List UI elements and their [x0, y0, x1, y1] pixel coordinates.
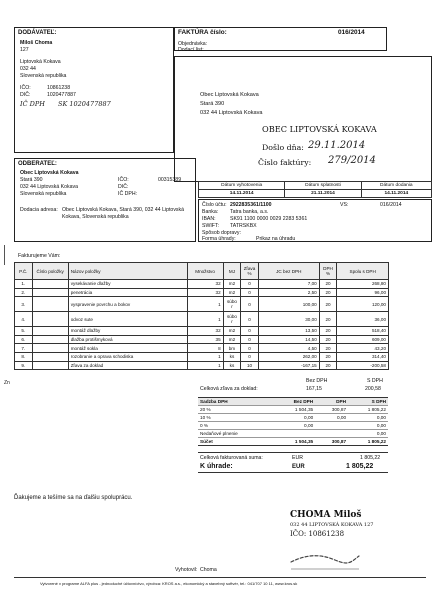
- vat-cell: 10 %: [198, 414, 273, 422]
- col-item-no: Číslo položky: [32, 263, 68, 280]
- item-price: 4,50: [258, 344, 319, 353]
- items-header-row: [15, 263, 389, 280]
- item-vat: 20: [319, 361, 337, 370]
- vat-header-cell: Bez DPH: [273, 398, 315, 406]
- item-vat: 20: [319, 288, 337, 297]
- item-no: [32, 344, 68, 353]
- vs-label: VS:: [340, 202, 349, 208]
- supplier-dic-label: DIČ:: [20, 92, 31, 98]
- item-unit: súbo r: [223, 297, 241, 312]
- item-vat: 20: [319, 352, 337, 361]
- customer-ico-label: IČO:: [118, 177, 129, 183]
- col-qty: Množstvo: [187, 263, 223, 280]
- shipping-label: Spôsob dopravy:: [202, 230, 241, 236]
- item-name: vysekávanie dlažby: [68, 280, 187, 289]
- invoice-title: FAKTÚRA číslo:: [178, 29, 227, 36]
- item-price: 30,00: [258, 312, 319, 327]
- customer-street: Stará 390: [20, 177, 43, 183]
- item-total: 314,40: [337, 352, 389, 361]
- discount-s: 200,58: [365, 386, 381, 392]
- supplier-ico-label: IČO:: [20, 85, 31, 91]
- item-vat: 20: [319, 280, 337, 289]
- item-name: Zľava za doklad: [68, 361, 187, 370]
- item-discount: 0: [241, 288, 259, 297]
- swift-label: SWIFT:: [202, 223, 219, 229]
- issued-by: Choma: [200, 567, 217, 573]
- item-discount: 0: [241, 312, 259, 327]
- footer-text: Vytvorené v programe ALFA plus - jednoduché účtovníctvo, výrobca: KROS a.s., ekonomický a stavebný softvér, tel.: 041/707 10 11, www.kros.sk: [40, 581, 298, 586]
- item-unit: m2: [223, 327, 241, 336]
- item-total: 518,40: [337, 327, 389, 336]
- col-discount: Zľava %: [241, 263, 259, 280]
- item-total: 609,00: [337, 335, 389, 344]
- vat-cell: Súčet: [198, 438, 273, 446]
- supplier-street: Liptovská Kokava: [20, 59, 61, 65]
- vat-cell: 0,00: [315, 414, 348, 422]
- vat-cell: 0 %: [198, 422, 273, 430]
- vat-cell: 0,00: [348, 430, 388, 438]
- customer-dic-label: DIČ:: [118, 184, 129, 190]
- item-no: [32, 312, 68, 327]
- page-mark: Zn: [4, 380, 10, 386]
- vat-cell: 0,00: [348, 414, 388, 422]
- customer-country: Slovenská republika: [20, 191, 67, 197]
- vat-cell: 1 805,22: [348, 438, 388, 446]
- item-qty: 32: [187, 327, 223, 336]
- vat-header-row: [198, 398, 388, 406]
- supplier-ico: 10861238: [47, 85, 71, 91]
- invoiced-total-value: 1 805,22: [360, 455, 381, 461]
- table-row: [15, 297, 389, 312]
- customer-header: ODBERATEĽ:: [18, 161, 57, 167]
- closing-text: Ďakujeme a tešíme sa na ďalšiu spoluprácu.: [14, 495, 133, 501]
- item-total: -200,58: [337, 361, 389, 370]
- table-row: [15, 288, 389, 297]
- col-total: Spolu s DPH: [337, 263, 389, 280]
- vat-row: [198, 414, 388, 422]
- item-pc: 2.: [15, 288, 33, 297]
- item-no: [32, 335, 68, 344]
- discount-bez: 167,15: [306, 386, 322, 392]
- item-price: 100,00: [258, 297, 319, 312]
- supplier-zip: 032 44: [20, 66, 36, 72]
- window-city: 032 44 Liptovská Kokava: [200, 110, 263, 116]
- item-discount: 0: [241, 297, 259, 312]
- vat-header-cell: DPH: [315, 398, 348, 406]
- item-discount: 0: [241, 344, 259, 353]
- item-qty: 8: [187, 344, 223, 353]
- summary-s-label: S DPH: [367, 378, 383, 384]
- stamp-received-value: 29.11.2014: [308, 140, 366, 151]
- item-pc: 1.: [15, 280, 33, 289]
- col-vat: DPH %: [319, 263, 337, 280]
- invoiced-total-currency: EUR: [292, 455, 303, 461]
- vat-row: [198, 422, 388, 430]
- vat-cell: 0,00: [348, 422, 388, 430]
- item-qty: 1: [187, 297, 223, 312]
- item-name: penetrácia: [68, 288, 187, 297]
- supplier-header: DODÁVATEĽ:: [18, 30, 57, 36]
- table-row: [15, 312, 389, 327]
- invoiced-total-label: Celková fakturovaná suma:: [200, 455, 263, 461]
- swift-value: TATRSKBX: [230, 223, 257, 229]
- supplier-icdph-label: IČ DPH: [20, 100, 45, 108]
- item-price: 7,00: [258, 280, 319, 289]
- vat-header-cell: Sadzba DPH: [198, 398, 273, 406]
- customer-icdph-label: IČ DPH:: [118, 191, 138, 197]
- customer-city: 032 44 Liptovská Kokava: [20, 184, 78, 190]
- item-qty: 1: [187, 352, 223, 361]
- bank-value: Tatra banka, a.s.: [230, 209, 269, 215]
- item-no: [32, 361, 68, 370]
- supplier-dic: 1020477887: [47, 92, 76, 98]
- window-name: Obec Liptovská Kokava: [200, 92, 259, 98]
- item-qty: 1: [187, 312, 223, 327]
- vat-row: [198, 430, 388, 438]
- item-unit: ks: [223, 361, 241, 370]
- vat-header-cell: S DPH: [348, 398, 388, 406]
- payment-method: Prikaz na úhradu: [256, 236, 296, 242]
- date-due-header: Dátum splatnosti: [285, 182, 361, 190]
- item-pc: 5.: [15, 327, 33, 336]
- item-name: rozobranie a oprava schodiska: [68, 352, 187, 361]
- date-issued: 14.11.2014: [199, 190, 285, 198]
- totals-rule-bottom: [198, 472, 388, 473]
- signature-placeholder: [285, 532, 365, 576]
- totals-rule: [198, 452, 388, 453]
- due-currency: EUR: [292, 464, 305, 470]
- item-pc: 3.: [15, 297, 33, 312]
- iban-value: SK91 1100 0000 0029 2283 5361: [230, 216, 308, 222]
- vat-sum-row: [198, 438, 388, 446]
- footer-rule: [14, 577, 426, 578]
- bank-label: Banka:: [202, 209, 219, 215]
- date-delivery: 14.11.2014: [361, 190, 431, 198]
- summary-bez-label: Bez DPH: [306, 378, 328, 384]
- invoice-number: 016/2014: [338, 29, 365, 36]
- item-qty: 35: [187, 335, 223, 344]
- date-delivery-header: Dátum dodania: [361, 182, 431, 190]
- item-no: [32, 327, 68, 336]
- item-discount: 0: [241, 327, 259, 336]
- item-price: -167,15: [258, 361, 319, 370]
- vat-row: [198, 406, 388, 414]
- vat-cell: 1 504,35: [273, 438, 315, 446]
- date-due: 21.11.2014: [285, 190, 361, 198]
- item-qty: 1: [187, 361, 223, 370]
- date-issued-header: Dátum vyhotovenia: [199, 182, 285, 190]
- account-label: Číslo účtu:: [202, 202, 227, 208]
- col-unit: MJ: [223, 263, 241, 280]
- vat-cell: 0,00: [273, 422, 315, 430]
- supplier-name-suffix: 127: [20, 47, 29, 53]
- supplier-icdph-handwritten: SK 1020477887: [58, 100, 111, 108]
- table-row: [15, 327, 389, 336]
- vat-cell: [273, 430, 315, 438]
- table-row: [15, 344, 389, 353]
- item-vat: 20: [319, 312, 337, 327]
- col-name: Názov položky: [68, 263, 187, 280]
- table-row: [15, 335, 389, 344]
- vat-cell: 20 %: [198, 406, 273, 414]
- item-name: odvoz sute: [68, 312, 187, 327]
- dates-table: [198, 181, 432, 198]
- item-vat: 20: [319, 297, 337, 312]
- stamp-invoice-value: 279/2014: [328, 155, 376, 166]
- item-pc: 7.: [15, 344, 33, 353]
- vat-cell: 1 504,35: [273, 406, 315, 414]
- item-qty: 32: [187, 280, 223, 289]
- item-total: 36,00: [337, 312, 389, 327]
- item-discount: 10: [241, 361, 259, 370]
- item-unit: m2: [223, 280, 241, 289]
- item-price: 2,50: [258, 288, 319, 297]
- item-qty: 32: [187, 288, 223, 297]
- item-name: vyspravenie povrchu a bokov: [68, 297, 187, 312]
- vat-cell: [315, 422, 348, 430]
- item-name: montáž dlažby: [68, 327, 187, 336]
- vat-cell: [315, 430, 348, 438]
- item-price: 14,50: [258, 335, 319, 344]
- side-mark: [4, 245, 5, 265]
- vs-value: 016/2014: [380, 202, 402, 208]
- stamp-title: OBEC LIPTOVSKÁ KOKAVA: [262, 124, 377, 134]
- item-unit: m2: [223, 335, 241, 344]
- vat-cell: 300,87: [315, 438, 348, 446]
- due-label: K úhrade:: [200, 463, 233, 470]
- item-vat: 20: [319, 327, 337, 336]
- item-price: 13,50: [258, 327, 319, 336]
- table-row: [15, 361, 389, 370]
- col-pc: P.Č.: [15, 263, 33, 280]
- item-vat: 20: [319, 335, 337, 344]
- item-pc: 8.: [15, 352, 33, 361]
- item-total: 268,80: [337, 280, 389, 289]
- item-unit: m2: [223, 288, 241, 297]
- stamp-invoice-label: Číslo faktúry:: [258, 158, 312, 167]
- item-pc: 9.: [15, 361, 33, 370]
- vat-cell: 1 805,22: [348, 406, 388, 414]
- supplier-country: Slovenská republika: [20, 73, 67, 79]
- item-price: 262,00: [258, 352, 319, 361]
- iban-label: IBAN:: [202, 216, 216, 222]
- seal-name: CHOMA Miloš: [290, 510, 362, 520]
- item-discount: 0: [241, 352, 259, 361]
- payment-method-label: Forma úhrady:: [202, 236, 236, 242]
- item-no: [32, 352, 68, 361]
- table-row: [15, 280, 389, 289]
- order-label: Objednávka:: [178, 41, 208, 47]
- item-total: 120,00: [337, 297, 389, 312]
- item-name: dlažba protišmyková: [68, 335, 187, 344]
- col-price: JC bez DPH: [258, 263, 319, 280]
- delivery-note-label: Dodací list:: [178, 47, 204, 53]
- account-number: 2922835361/1100: [230, 202, 272, 208]
- vat-cell: 0,00: [273, 414, 315, 422]
- delivery-address-label: Dodacia adresa:: [20, 207, 58, 213]
- item-total: 43,20: [337, 344, 389, 353]
- vat-cell: 300,87: [315, 406, 348, 414]
- items-table: [14, 262, 389, 370]
- issued-by-label: Vyhotovil:: [175, 567, 198, 573]
- item-no: [32, 297, 68, 312]
- item-unit: súbo r: [223, 312, 241, 327]
- item-name: montáž sokla: [68, 344, 187, 353]
- item-pc: 4.: [15, 312, 33, 327]
- discount-label: Celková zľava za doklad:: [200, 386, 258, 392]
- item-discount: 0: [241, 280, 259, 289]
- customer-name: Obec Liptovská Kokava: [20, 170, 79, 176]
- item-pc: 6.: [15, 335, 33, 344]
- item-total: 96,00: [337, 288, 389, 297]
- seal-ico: IČO: 10861238: [290, 530, 345, 538]
- vat-summary-table: [198, 397, 388, 446]
- item-vat: 20: [319, 344, 337, 353]
- customer-ico: 00315389: [158, 177, 182, 183]
- item-no: [32, 280, 68, 289]
- supplier-name: Miloš Choma: [20, 40, 53, 46]
- item-unit: ks: [223, 352, 241, 361]
- window-street: Stará 390: [200, 101, 225, 107]
- seal-address: 032 44 LIPTOVSKÁ KOKAVA 127: [290, 522, 374, 528]
- stamp-received-label: Došlo dňa:: [262, 143, 304, 152]
- intro-text: Fakturujeme Vám:: [18, 253, 61, 259]
- delivery-address: Obec Liptovská Kokava, Stará 390, 032 44 Liptovská Kokava, Slovenská republika: [62, 207, 184, 220]
- table-row: [15, 352, 389, 361]
- item-no: [32, 288, 68, 297]
- item-discount: 0: [241, 335, 259, 344]
- item-unit: bm: [223, 344, 241, 353]
- vat-cell: Nedaňové plnenie: [198, 430, 273, 438]
- due-value: 1 805,22: [346, 463, 374, 470]
